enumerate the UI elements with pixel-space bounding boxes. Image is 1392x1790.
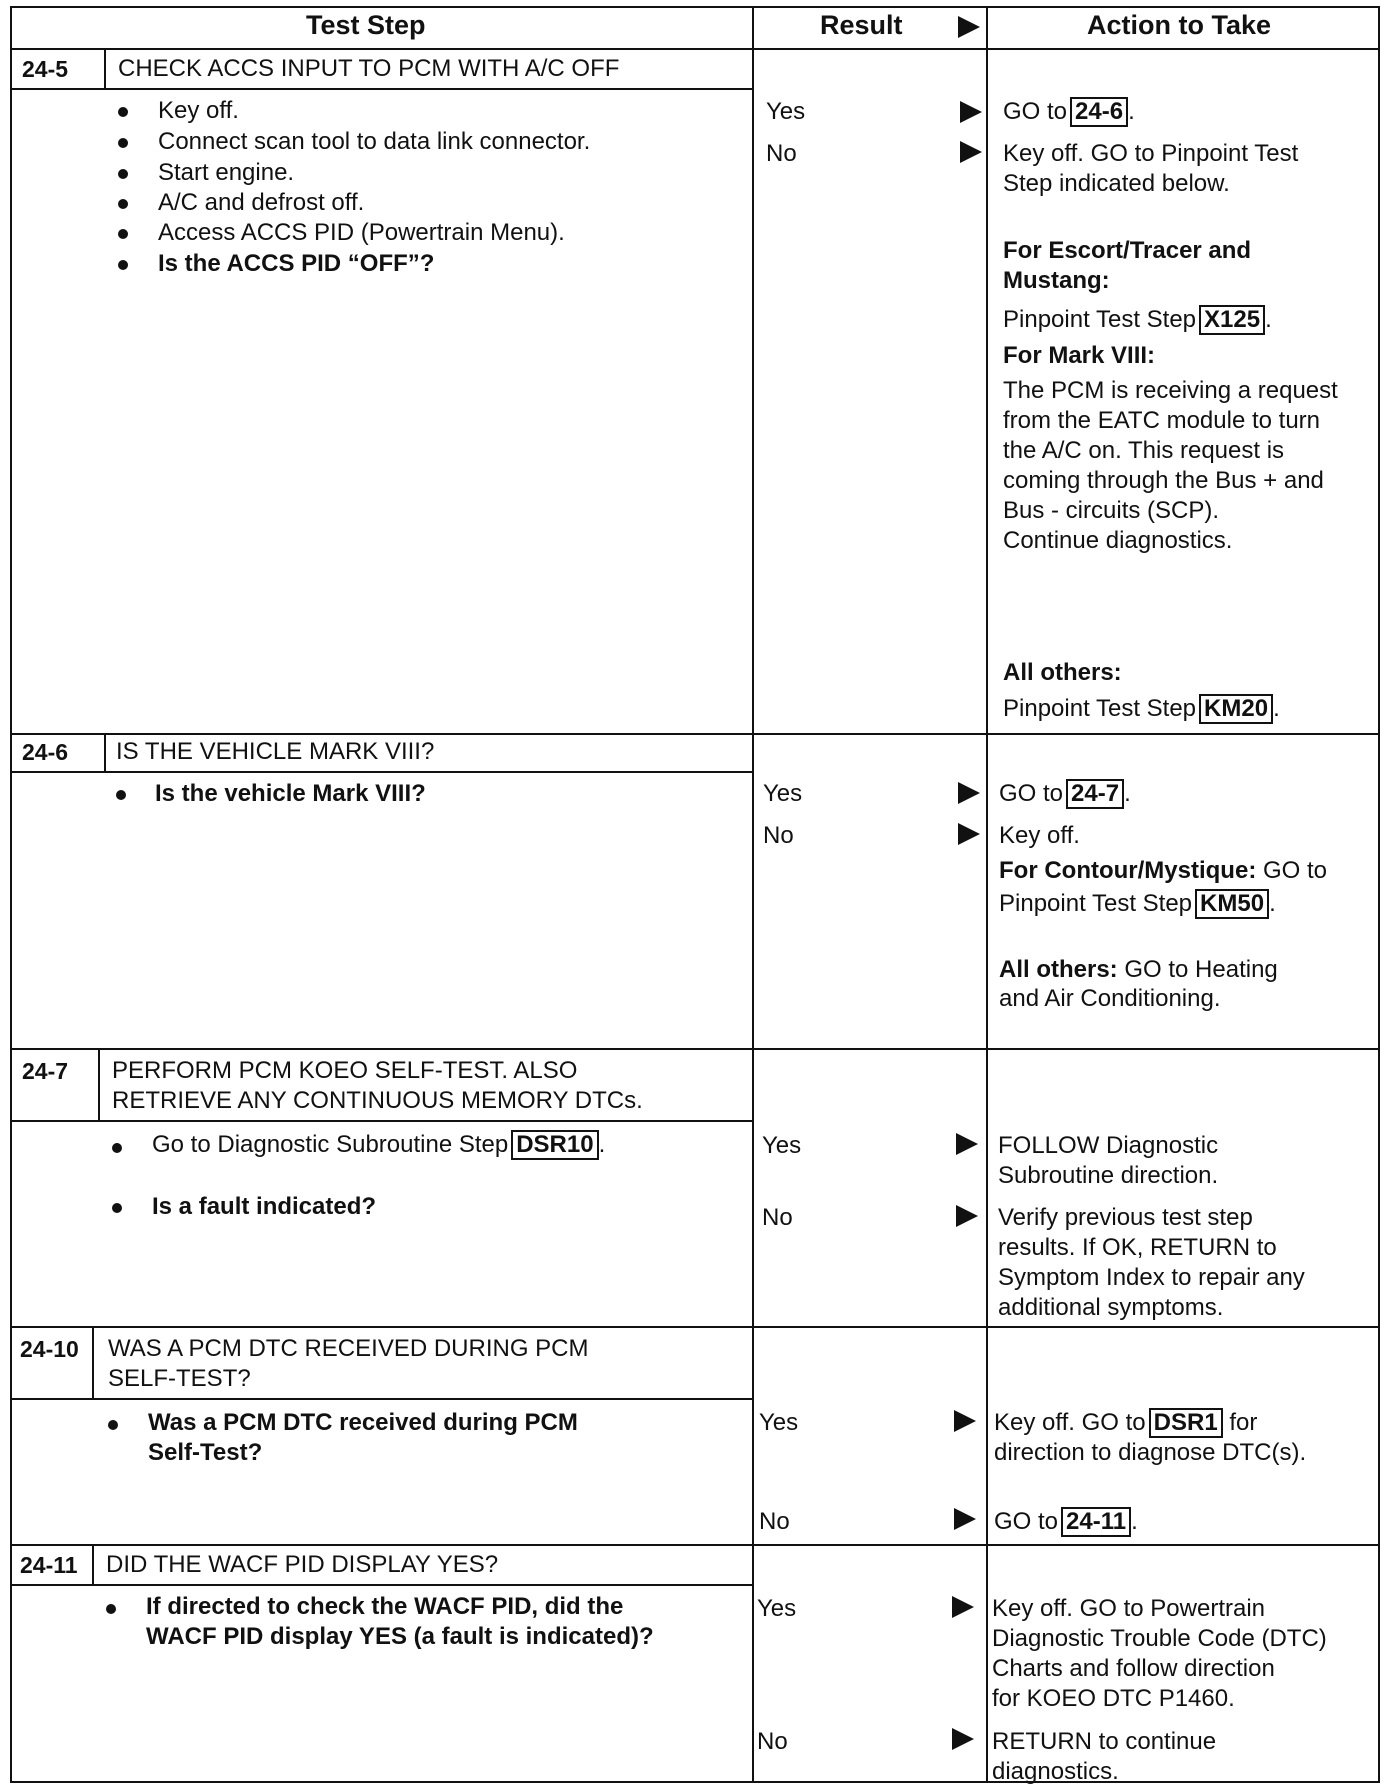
action-no: RETURN to continue diagnostics. <box>992 1728 1217 1785</box>
result-no: No <box>763 822 794 849</box>
bullet-icon <box>112 1203 122 1213</box>
escort-heading: For Escort/Tracer and Mustang: <box>1003 237 1252 294</box>
all-others-heading: All others: <box>1003 659 1122 686</box>
bullet-icon <box>118 107 128 117</box>
step-instruction: Start engine. <box>158 159 295 186</box>
action-no: Key off. <box>999 822 1080 849</box>
mark-viii-heading: For Mark VIII: <box>1003 342 1156 369</box>
action-yes: Key off. GO to Powertrain Diagnostic Trouble Code (DTC) Charts and follow direction for KOEO DTC P1460. <box>992 1595 1327 1712</box>
action-no: Key off. GO to Pinpoint Test Step indicated below. <box>1003 140 1299 197</box>
arrow-icon <box>952 1596 974 1618</box>
divider-teststep-result <box>752 6 754 1783</box>
result-no: No <box>757 1728 788 1755</box>
step-reference[interactable]: 24-11 <box>1061 1507 1131 1537</box>
arrow-icon <box>958 782 980 804</box>
arrow-icon <box>960 141 982 163</box>
contour-action: For Contour/Mystique: GO to <box>999 857 1328 884</box>
step-reference[interactable]: KM50 <box>1195 889 1269 919</box>
result-no: No <box>759 1508 790 1535</box>
result-yes: Yes <box>762 1132 802 1159</box>
section-divider-24-6 <box>10 733 1380 735</box>
step-instruction: A/C and defrost off. <box>158 189 365 216</box>
section-divider-24-7 <box>10 1048 1380 1050</box>
step-instruction: Access ACCS PID (Powertrain Menu). <box>158 219 565 246</box>
step-title: IS THE VEHICLE MARK VIII? <box>116 738 435 765</box>
bullet-icon <box>112 1143 122 1153</box>
step-reference[interactable]: KM20 <box>1199 694 1273 724</box>
step-number: 24-6 <box>22 739 69 765</box>
action-yes: FOLLOW Diagnostic Subroutine direction. <box>998 1132 1219 1189</box>
step-number: 24-11 <box>20 1552 78 1578</box>
step-title: DID THE WACF PID DISPLAY YES? <box>106 1551 499 1578</box>
step-question: Was a PCM DTC received during PCM Self-Test? <box>148 1409 578 1466</box>
arrow-icon <box>954 1508 976 1530</box>
title-divider-24-6 <box>10 771 752 773</box>
step-question: If directed to check the WACF PID, did the WACF PID display YES (a fault is indicated)? <box>146 1593 654 1650</box>
arrow-icon <box>956 1133 978 1155</box>
bullet-icon <box>118 199 128 209</box>
bullet-icon <box>106 1604 116 1614</box>
step-title: CHECK ACCS INPUT TO PCM WITH A/C OFF <box>118 55 620 82</box>
step-title: WAS A PCM DTC RECEIVED DURING PCM SELF-TEST? <box>108 1335 589 1392</box>
step-reference[interactable]: 24-7 <box>1066 779 1124 809</box>
result-yes: Yes <box>763 780 803 807</box>
header-arrow-icon <box>958 16 980 38</box>
title-divider-24-7 <box>10 1120 752 1122</box>
num-divider-24-10 <box>92 1326 94 1400</box>
step-number: 24-10 <box>20 1336 79 1362</box>
header-result: Result <box>820 10 903 40</box>
divider-result-action <box>986 6 988 1783</box>
all-others-action-line2: and Air Conditioning. <box>999 985 1221 1012</box>
result-yes: Yes <box>757 1595 797 1622</box>
step-reference[interactable]: DSR10 <box>511 1130 598 1160</box>
step-number: 24-5 <box>22 56 69 82</box>
result-no: No <box>766 140 797 167</box>
num-divider-24-11 <box>92 1544 94 1586</box>
contour-action-step: Pinpoint Test Step KM50 . <box>999 890 1276 917</box>
bullet-icon <box>118 138 128 148</box>
all-others-action: All others: GO to Heating <box>999 956 1278 983</box>
result-yes: Yes <box>759 1409 799 1436</box>
bullet-icon <box>118 169 128 179</box>
action-yes-line2: direction to diagnose DTC(s). <box>994 1439 1307 1466</box>
action-yes: Key off. GO to DSR1 for <box>994 1409 1258 1436</box>
step-title: PERFORM PCM KOEO SELF-TEST. ALSO RETRIEVE ANY CONTINUOUS MEMORY DTCs. <box>112 1057 643 1114</box>
step-reference[interactable]: 24-6 <box>1070 97 1128 127</box>
step-instruction: Go to Diagnostic Subroutine Step DSR10 . <box>152 1131 606 1158</box>
step-instruction: Connect scan tool to data link connector. <box>158 128 591 155</box>
bullet-icon <box>118 260 128 270</box>
bullet-icon <box>108 1420 118 1430</box>
step-reference[interactable]: DSR1 <box>1149 1408 1223 1438</box>
header-action: Action to Take <box>1087 10 1272 40</box>
title-divider-24-11 <box>10 1584 752 1586</box>
section-divider-24-10 <box>10 1326 1380 1328</box>
step-question: Is the vehicle Mark VIII? <box>155 780 426 807</box>
bullet-icon <box>118 229 128 239</box>
header-test-step: Test Step <box>306 10 426 40</box>
arrow-icon <box>956 1205 978 1227</box>
action-yes: GO to 24-7 . <box>999 780 1131 807</box>
result-yes: Yes <box>766 98 806 125</box>
title-divider-24-10 <box>10 1398 752 1400</box>
step-question: Is a fault indicated? <box>152 1193 377 1220</box>
step-reference[interactable]: X125 <box>1199 305 1265 335</box>
step-number: 24-7 <box>22 1058 69 1084</box>
action-yes: GO to 24-6 . <box>1003 98 1135 125</box>
arrow-icon <box>952 1728 974 1750</box>
all-others-action: Pinpoint Test Step KM20 . <box>1003 695 1280 722</box>
arrow-icon <box>958 823 980 845</box>
result-no: No <box>762 1204 793 1231</box>
action-no: Verify previous test step results. If OK, RETURN to Symptom Index to repair any additional symptoms. <box>998 1204 1305 1321</box>
step-instruction: Key off. <box>158 97 239 124</box>
num-divider-24-7 <box>98 1048 100 1122</box>
section-divider-24-11 <box>10 1544 1380 1546</box>
escort-action: Pinpoint Test Step X125 . <box>1003 306 1272 333</box>
step-question: Is the ACCS PID “OFF”? <box>158 250 435 277</box>
title-divider-24-5 <box>10 88 752 90</box>
bullet-icon <box>116 790 126 800</box>
header-divider <box>10 48 1380 50</box>
action-no: GO to 24-11 . <box>994 1508 1138 1535</box>
num-divider-24-6 <box>104 733 106 773</box>
num-divider-24-5 <box>104 48 106 90</box>
arrow-icon <box>954 1410 976 1432</box>
arrow-icon <box>960 101 982 123</box>
mark-viii-action: The PCM is receiving a request from the EATC module to turn the A/C on. This request is coming through the Bus + and Bus - circuits (SCP). Continue diagnostics. <box>1003 377 1338 554</box>
